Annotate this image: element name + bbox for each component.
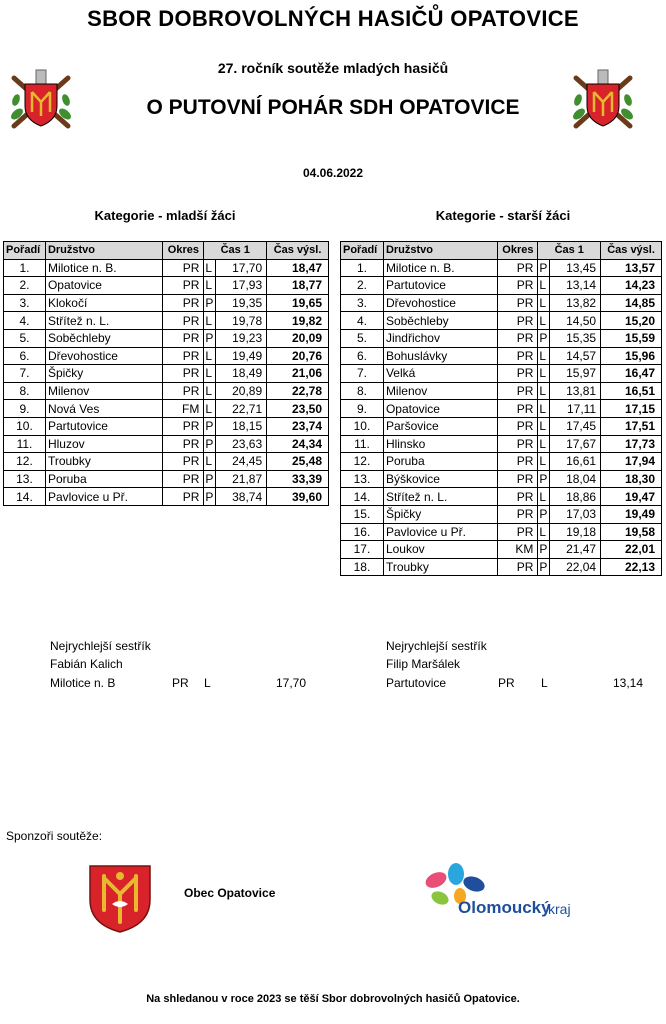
rank-cell: 4. <box>4 312 46 330</box>
side-cell: P <box>538 505 550 523</box>
rank-cell: 2. <box>4 277 46 295</box>
final-time-cell: 13,57 <box>601 259 662 277</box>
time1-cell: 20,89 <box>216 382 267 400</box>
district-cell: PR <box>498 523 538 541</box>
side-cell: L <box>538 435 550 453</box>
time1-cell: 19,23 <box>216 329 267 347</box>
team-cell: Hlinsko <box>383 435 498 453</box>
fastest-district: PR <box>498 676 515 690</box>
results-table-younger <box>3 241 329 506</box>
table-row <box>341 453 662 471</box>
team-cell: Opatovice <box>383 400 498 418</box>
side-cell: L <box>204 365 216 383</box>
team-cell: Milotice n. B. <box>383 259 498 277</box>
side-cell: P <box>538 541 550 559</box>
team-cell: Milenov <box>383 382 498 400</box>
side-cell: L <box>538 382 550 400</box>
side-cell: L <box>204 400 216 418</box>
final-time-cell: 17,15 <box>601 400 662 418</box>
rank-cell: 9. <box>341 400 384 418</box>
team-cell: Střítež n. L. <box>383 488 498 506</box>
district-cell: PR <box>498 400 538 418</box>
table-row <box>4 329 329 347</box>
table-header-row <box>4 242 329 260</box>
col-team: Družstvo <box>383 242 498 260</box>
table-row <box>4 417 329 435</box>
rank-cell: 6. <box>341 347 384 365</box>
rank-cell: 2. <box>341 277 384 295</box>
side-cell: L <box>538 453 550 471</box>
time1-cell: 23,63 <box>216 435 267 453</box>
table-row <box>341 382 662 400</box>
rank-cell: 18. <box>341 558 384 576</box>
table-row <box>4 294 329 312</box>
side-cell: P <box>538 329 550 347</box>
final-time-cell: 21,06 <box>267 365 329 383</box>
team-cell: Loukov <box>383 541 498 559</box>
final-time-cell: 17,94 <box>601 453 662 471</box>
rank-cell: 7. <box>341 365 384 383</box>
rank-cell: 14. <box>4 488 46 506</box>
table-row <box>341 294 662 312</box>
table-row <box>341 523 662 541</box>
side-cell: L <box>204 312 216 330</box>
final-time-cell: 23,50 <box>267 400 329 418</box>
final-time-cell: 18,47 <box>267 259 329 277</box>
team-cell: Špičky <box>383 505 498 523</box>
kraj-logo-text: Olomoucký <box>458 898 551 917</box>
fastest-side: L <box>541 676 548 690</box>
time1-cell: 19,18 <box>550 523 601 541</box>
side-cell: L <box>538 523 550 541</box>
time1-cell: 18,15 <box>216 417 267 435</box>
team-cell: Velká <box>383 365 498 383</box>
rank-cell: 11. <box>341 435 384 453</box>
time1-cell: 18,86 <box>550 488 601 506</box>
fastest-district: PR <box>172 676 189 690</box>
final-time-cell: 22,01 <box>601 541 662 559</box>
fastest-label: Nejrychlejší sestřík <box>386 639 487 653</box>
team-cell: Klokočí <box>45 294 162 312</box>
time1-cell: 19,49 <box>216 347 267 365</box>
table-row <box>4 470 329 488</box>
col-final: Čas výsl. <box>601 242 662 260</box>
rank-cell: 13. <box>4 470 46 488</box>
team-cell: Jindřichov <box>383 329 498 347</box>
time1-cell: 13,14 <box>550 277 601 295</box>
final-time-cell: 22,13 <box>601 558 662 576</box>
team-cell: Špičky <box>45 365 162 383</box>
team-cell: Partutovice <box>383 277 498 295</box>
fastest-label: Nejrychlejší sestřík <box>50 639 151 653</box>
rank-cell: 14. <box>341 488 384 506</box>
final-time-cell: 24,34 <box>267 435 329 453</box>
table-row <box>341 541 662 559</box>
rank-cell: 10. <box>4 417 46 435</box>
time1-cell: 22,71 <box>216 400 267 418</box>
rank-cell: 10. <box>341 417 384 435</box>
district-cell: PR <box>163 312 204 330</box>
side-cell: L <box>204 347 216 365</box>
table-row <box>4 453 329 471</box>
time1-cell: 18,49 <box>216 365 267 383</box>
district-cell: PR <box>498 505 538 523</box>
final-time-cell: 20,76 <box>267 347 329 365</box>
time1-cell: 16,61 <box>550 453 601 471</box>
fastest-time: 13,14 <box>613 676 644 690</box>
final-time-cell: 15,96 <box>601 347 662 365</box>
team-cell: Střítež n. L. <box>45 312 162 330</box>
rank-cell: 4. <box>341 312 384 330</box>
time1-cell: 19,35 <box>216 294 267 312</box>
side-cell: L <box>538 488 550 506</box>
rank-cell: 8. <box>341 382 384 400</box>
table-row <box>341 312 662 330</box>
page-title: SBOR DOBROVOLNÝCH HASIČŮ OPATOVICE <box>87 6 579 31</box>
district-cell: PR <box>498 259 538 277</box>
time1-cell: 17,93 <box>216 277 267 295</box>
time1-cell: 15,35 <box>550 329 601 347</box>
district-cell: PR <box>163 329 204 347</box>
district-cell: PR <box>498 558 538 576</box>
final-time-cell: 15,59 <box>601 329 662 347</box>
side-cell: P <box>204 329 216 347</box>
table-row <box>4 277 329 295</box>
side-cell: L <box>538 365 550 383</box>
district-cell: PR <box>498 382 538 400</box>
side-cell: L <box>538 417 550 435</box>
district-cell: PR <box>498 470 538 488</box>
final-time-cell: 19,58 <box>601 523 662 541</box>
rank-cell: 1. <box>341 259 384 277</box>
fastest-name: Fabián Kalich <box>50 657 123 671</box>
col-district: Okres <box>163 242 204 260</box>
table-row <box>341 347 662 365</box>
side-cell: L <box>204 259 216 277</box>
district-cell: FM <box>163 400 204 418</box>
coat-of-arms-icon <box>88 864 152 934</box>
col-rank: Pořadí <box>4 242 46 260</box>
final-time-cell: 18,77 <box>267 277 329 295</box>
rank-cell: 6. <box>4 347 46 365</box>
district-cell: PR <box>163 382 204 400</box>
rank-cell: 12. <box>341 453 384 471</box>
col-district: Okres <box>498 242 538 260</box>
time1-cell: 21,47 <box>550 541 601 559</box>
district-cell: PR <box>498 488 538 506</box>
fastest-team: Milotice n. B <box>50 676 116 690</box>
category-older-title: Kategorie - starší žáci <box>435 208 571 223</box>
table-row <box>341 400 662 418</box>
sponsors-label: Sponzoři soutěže: <box>6 829 103 843</box>
time1-cell: 17,03 <box>550 505 601 523</box>
district-cell: PR <box>498 453 538 471</box>
fastest-team: Partutovice <box>386 676 447 690</box>
district-cell: PR <box>163 277 204 295</box>
district-cell: PR <box>498 365 538 383</box>
side-cell: P <box>204 417 216 435</box>
fastest-side: L <box>204 676 211 690</box>
table-row <box>4 347 329 365</box>
final-time-cell: 15,20 <box>601 312 662 330</box>
time1-cell: 22,04 <box>550 558 601 576</box>
district-cell: PR <box>163 470 204 488</box>
table-header-row <box>341 242 662 260</box>
team-cell: Hluzov <box>45 435 162 453</box>
final-time-cell: 19,47 <box>601 488 662 506</box>
table-row <box>341 329 662 347</box>
table-row <box>4 435 329 453</box>
table-row <box>4 400 329 418</box>
firefighter-emblem-icon <box>8 64 74 136</box>
rank-cell: 9. <box>4 400 46 418</box>
final-time-cell: 16,51 <box>601 382 662 400</box>
final-time-cell: 19,82 <box>267 312 329 330</box>
rank-cell: 5. <box>341 329 384 347</box>
final-time-cell: 25,48 <box>267 453 329 471</box>
footer-note: Na shledanou v roce 2023 se těší Sbor dobrovolných hasičů Opatovice. <box>146 993 520 1005</box>
side-cell: P <box>204 435 216 453</box>
district-cell: PR <box>498 417 538 435</box>
time1-cell: 13,81 <box>550 382 601 400</box>
table-row <box>341 488 662 506</box>
final-time-cell: 18,30 <box>601 470 662 488</box>
team-cell: Bohuslávky <box>383 347 498 365</box>
team-cell: Dřevohostice <box>383 294 498 312</box>
side-cell: L <box>538 347 550 365</box>
table-row <box>4 488 329 506</box>
time1-cell: 17,70 <box>216 259 267 277</box>
rank-cell: 8. <box>4 382 46 400</box>
rank-cell: 12. <box>4 453 46 471</box>
side-cell: P <box>204 488 216 506</box>
side-cell: L <box>538 277 550 295</box>
table-row <box>341 505 662 523</box>
side-cell: P <box>204 470 216 488</box>
final-time-cell: 14,85 <box>601 294 662 312</box>
team-cell: Milenov <box>45 382 162 400</box>
team-cell: Opatovice <box>45 277 162 295</box>
table-row <box>341 365 662 383</box>
final-time-cell: 17,51 <box>601 417 662 435</box>
team-cell: Poruba <box>383 453 498 471</box>
col-time1: Čas 1 <box>538 242 601 260</box>
firefighter-emblem-icon <box>570 64 636 136</box>
team-cell: Paršovice <box>383 417 498 435</box>
time1-cell: 17,67 <box>550 435 601 453</box>
col-final: Čas výsl. <box>267 242 329 260</box>
table-row <box>341 277 662 295</box>
table-row <box>341 558 662 576</box>
final-time-cell: 19,65 <box>267 294 329 312</box>
table-row <box>4 312 329 330</box>
rank-cell: 17. <box>341 541 384 559</box>
final-time-cell: 33,39 <box>267 470 329 488</box>
team-cell: Milotice n. B. <box>45 259 162 277</box>
district-cell: PR <box>498 277 538 295</box>
district-cell: PR <box>498 329 538 347</box>
time1-cell: 21,87 <box>216 470 267 488</box>
time1-cell: 13,45 <box>550 259 601 277</box>
table-row <box>4 365 329 383</box>
rank-cell: 13. <box>341 470 384 488</box>
side-cell: P <box>538 259 550 277</box>
team-cell: Partutovice <box>45 417 162 435</box>
district-cell: PR <box>498 435 538 453</box>
rank-cell: 7. <box>4 365 46 383</box>
time1-cell: 17,11 <box>550 400 601 418</box>
rank-cell: 15. <box>341 505 384 523</box>
district-cell: PR <box>498 347 538 365</box>
col-rank: Pořadí <box>341 242 384 260</box>
final-time-cell: 14,23 <box>601 277 662 295</box>
district-cell: PR <box>163 453 204 471</box>
final-time-cell: 39,60 <box>267 488 329 506</box>
team-cell: Poruba <box>45 470 162 488</box>
side-cell: L <box>538 294 550 312</box>
district-cell: PR <box>163 365 204 383</box>
team-cell: Soběchleby <box>383 312 498 330</box>
district-cell: PR <box>163 417 204 435</box>
event-date: 04.06.2022 <box>302 166 364 180</box>
side-cell: L <box>204 277 216 295</box>
time1-cell: 13,82 <box>550 294 601 312</box>
rank-cell: 11. <box>4 435 46 453</box>
team-cell: Pavlovice u Př. <box>45 488 162 506</box>
time1-cell: 17,45 <box>550 417 601 435</box>
time1-cell: 19,78 <box>216 312 267 330</box>
time1-cell: 18,04 <box>550 470 601 488</box>
final-time-cell: 19,49 <box>601 505 662 523</box>
rank-cell: 16. <box>341 523 384 541</box>
team-cell: Pavlovice u Př. <box>383 523 498 541</box>
edition-subtitle: 27. ročník soutěže mladých hasičů <box>217 60 449 76</box>
final-time-cell: 23,74 <box>267 417 329 435</box>
kraj-logo-suffix: kraj <box>548 901 571 917</box>
side-cell: P <box>538 558 550 576</box>
category-younger-title: Kategorie - mladší žáci <box>94 208 236 223</box>
final-time-cell: 20,09 <box>267 329 329 347</box>
results-table-older <box>340 241 662 576</box>
side-cell: L <box>538 312 550 330</box>
fastest-name: Filip Maršálek <box>386 657 461 671</box>
time1-cell: 14,50 <box>550 312 601 330</box>
table-row <box>341 470 662 488</box>
fastest-time: 17,70 <box>276 676 307 690</box>
sponsor-obec-name: Obec Opatovice <box>184 886 276 900</box>
time1-cell: 38,74 <box>216 488 267 506</box>
side-cell: L <box>204 382 216 400</box>
cup-title: O PUTOVNÍ POHÁR SDH OPATOVICE <box>146 96 520 119</box>
team-cell: Troubky <box>45 453 162 471</box>
team-cell: Býškovice <box>383 470 498 488</box>
side-cell: L <box>538 400 550 418</box>
col-team: Družstvo <box>45 242 162 260</box>
rank-cell: 3. <box>341 294 384 312</box>
district-cell: PR <box>163 294 204 312</box>
table-row <box>4 259 329 277</box>
team-cell: Soběchleby <box>45 329 162 347</box>
time1-cell: 14,57 <box>550 347 601 365</box>
table-row <box>4 382 329 400</box>
side-cell: P <box>538 470 550 488</box>
col-time1: Čas 1 <box>204 242 267 260</box>
district-cell: PR <box>163 347 204 365</box>
district-cell: PR <box>163 259 204 277</box>
district-cell: PR <box>498 294 538 312</box>
rank-cell: 1. <box>4 259 46 277</box>
team-cell: Nová Ves <box>45 400 162 418</box>
district-cell: PR <box>163 435 204 453</box>
rank-cell: 5. <box>4 329 46 347</box>
district-cell: KM <box>498 541 538 559</box>
side-cell: L <box>204 453 216 471</box>
table-row <box>341 435 662 453</box>
final-time-cell: 17,73 <box>601 435 662 453</box>
district-cell: PR <box>498 312 538 330</box>
team-cell: Troubky <box>383 558 498 576</box>
rank-cell: 3. <box>4 294 46 312</box>
time1-cell: 24,45 <box>216 453 267 471</box>
table-row <box>341 259 662 277</box>
time1-cell: 15,97 <box>550 365 601 383</box>
side-cell: P <box>204 294 216 312</box>
final-time-cell: 22,78 <box>267 382 329 400</box>
team-cell: Dřevohostice <box>45 347 162 365</box>
district-cell: PR <box>163 488 204 506</box>
table-row <box>341 417 662 435</box>
final-time-cell: 16,47 <box>601 365 662 383</box>
